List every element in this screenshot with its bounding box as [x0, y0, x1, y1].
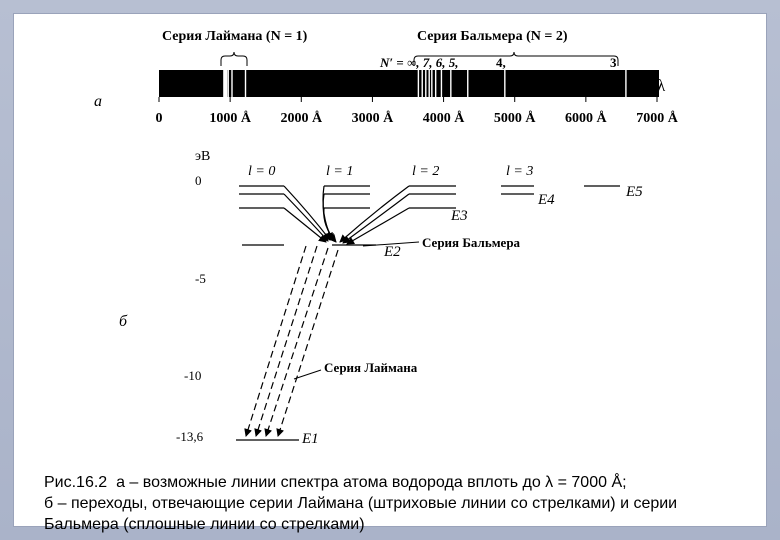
energy-levels	[236, 186, 620, 440]
caption-line-3: Бальмера (сплошные линии со стрелками)	[44, 516, 365, 533]
lyman-series-title: Серия Лаймана (N = 1)	[162, 29, 308, 44]
lyman-transitions	[246, 246, 338, 436]
balmer-series-title: Серия Бальмера (N = 2)	[417, 29, 568, 44]
level-label-e1: E1	[302, 431, 319, 447]
level-label-e5: E5	[626, 184, 643, 200]
spectrum-ticks	[156, 97, 679, 126]
axis-tick-label: 7000 Å	[636, 111, 678, 126]
lyman-arrow	[278, 250, 338, 436]
panel-label-b: б	[119, 313, 128, 330]
l-label-3: l = 3	[506, 164, 534, 179]
axis-tick-label: 4000 Å	[422, 111, 465, 126]
balmer-arrow	[284, 208, 326, 242]
panel-label-a: a	[94, 93, 102, 110]
figure-caption	[44, 472, 764, 535]
energy-tick-5: -5	[195, 271, 206, 286]
caption-line-1: Рис.16.2 а – возможные линии спектра атома водорода вплоть до λ = 7000 Å;	[44, 474, 627, 491]
energy-tick-13-6: -13,6	[176, 429, 204, 444]
lyman-callout: Серия Лаймана	[324, 360, 418, 375]
balmer-arrow	[324, 208, 336, 242]
level-label-e2: E2	[384, 244, 401, 260]
level-label-e4: E4	[538, 192, 555, 208]
lyman-arrow	[256, 246, 317, 436]
axis-tick-label: 2000 Å	[280, 111, 323, 126]
balmer-callout: Серия Бальмера	[422, 235, 521, 250]
lyman-brace	[221, 52, 247, 66]
axis-tick-label: 0	[155, 111, 163, 126]
caption-line-2: б – переходы, отвечающие серии Лаймана (штриховые линии со стрелками) и серии	[44, 495, 678, 512]
slide	[14, 14, 766, 533]
n4-label: 4,	[496, 55, 506, 70]
lambda-symbol: λ	[657, 76, 666, 95]
level-label-e3: E3	[451, 208, 468, 224]
axis-tick-label: 6000 Å	[565, 111, 607, 126]
balmer-arrow	[343, 194, 409, 243]
n3-label: 3	[610, 55, 617, 70]
energy-tick-10: -10	[184, 368, 202, 383]
axis-tick-label: 1000 Å	[209, 111, 251, 126]
l-label-1: l = 1	[326, 164, 354, 179]
axis-tick-label: 3000 Å	[351, 111, 394, 126]
l-label-2: l = 2	[412, 164, 440, 179]
spectrum-bar	[159, 70, 659, 97]
axis-tick-label: 5000 Å	[493, 111, 536, 126]
lyman-callout-line	[294, 370, 321, 379]
nprime-label: N′ = ∞, 7, 6, 5,	[380, 55, 459, 70]
figure	[14, 14, 766, 526]
balmer-arrow	[347, 208, 409, 244]
energy-tick-0: 0	[195, 173, 202, 188]
energy-unit: эВ	[195, 149, 211, 164]
balmer-arrow	[284, 194, 328, 241]
balmer-transitions	[284, 186, 409, 244]
l-label-0: l = 0	[248, 164, 276, 179]
